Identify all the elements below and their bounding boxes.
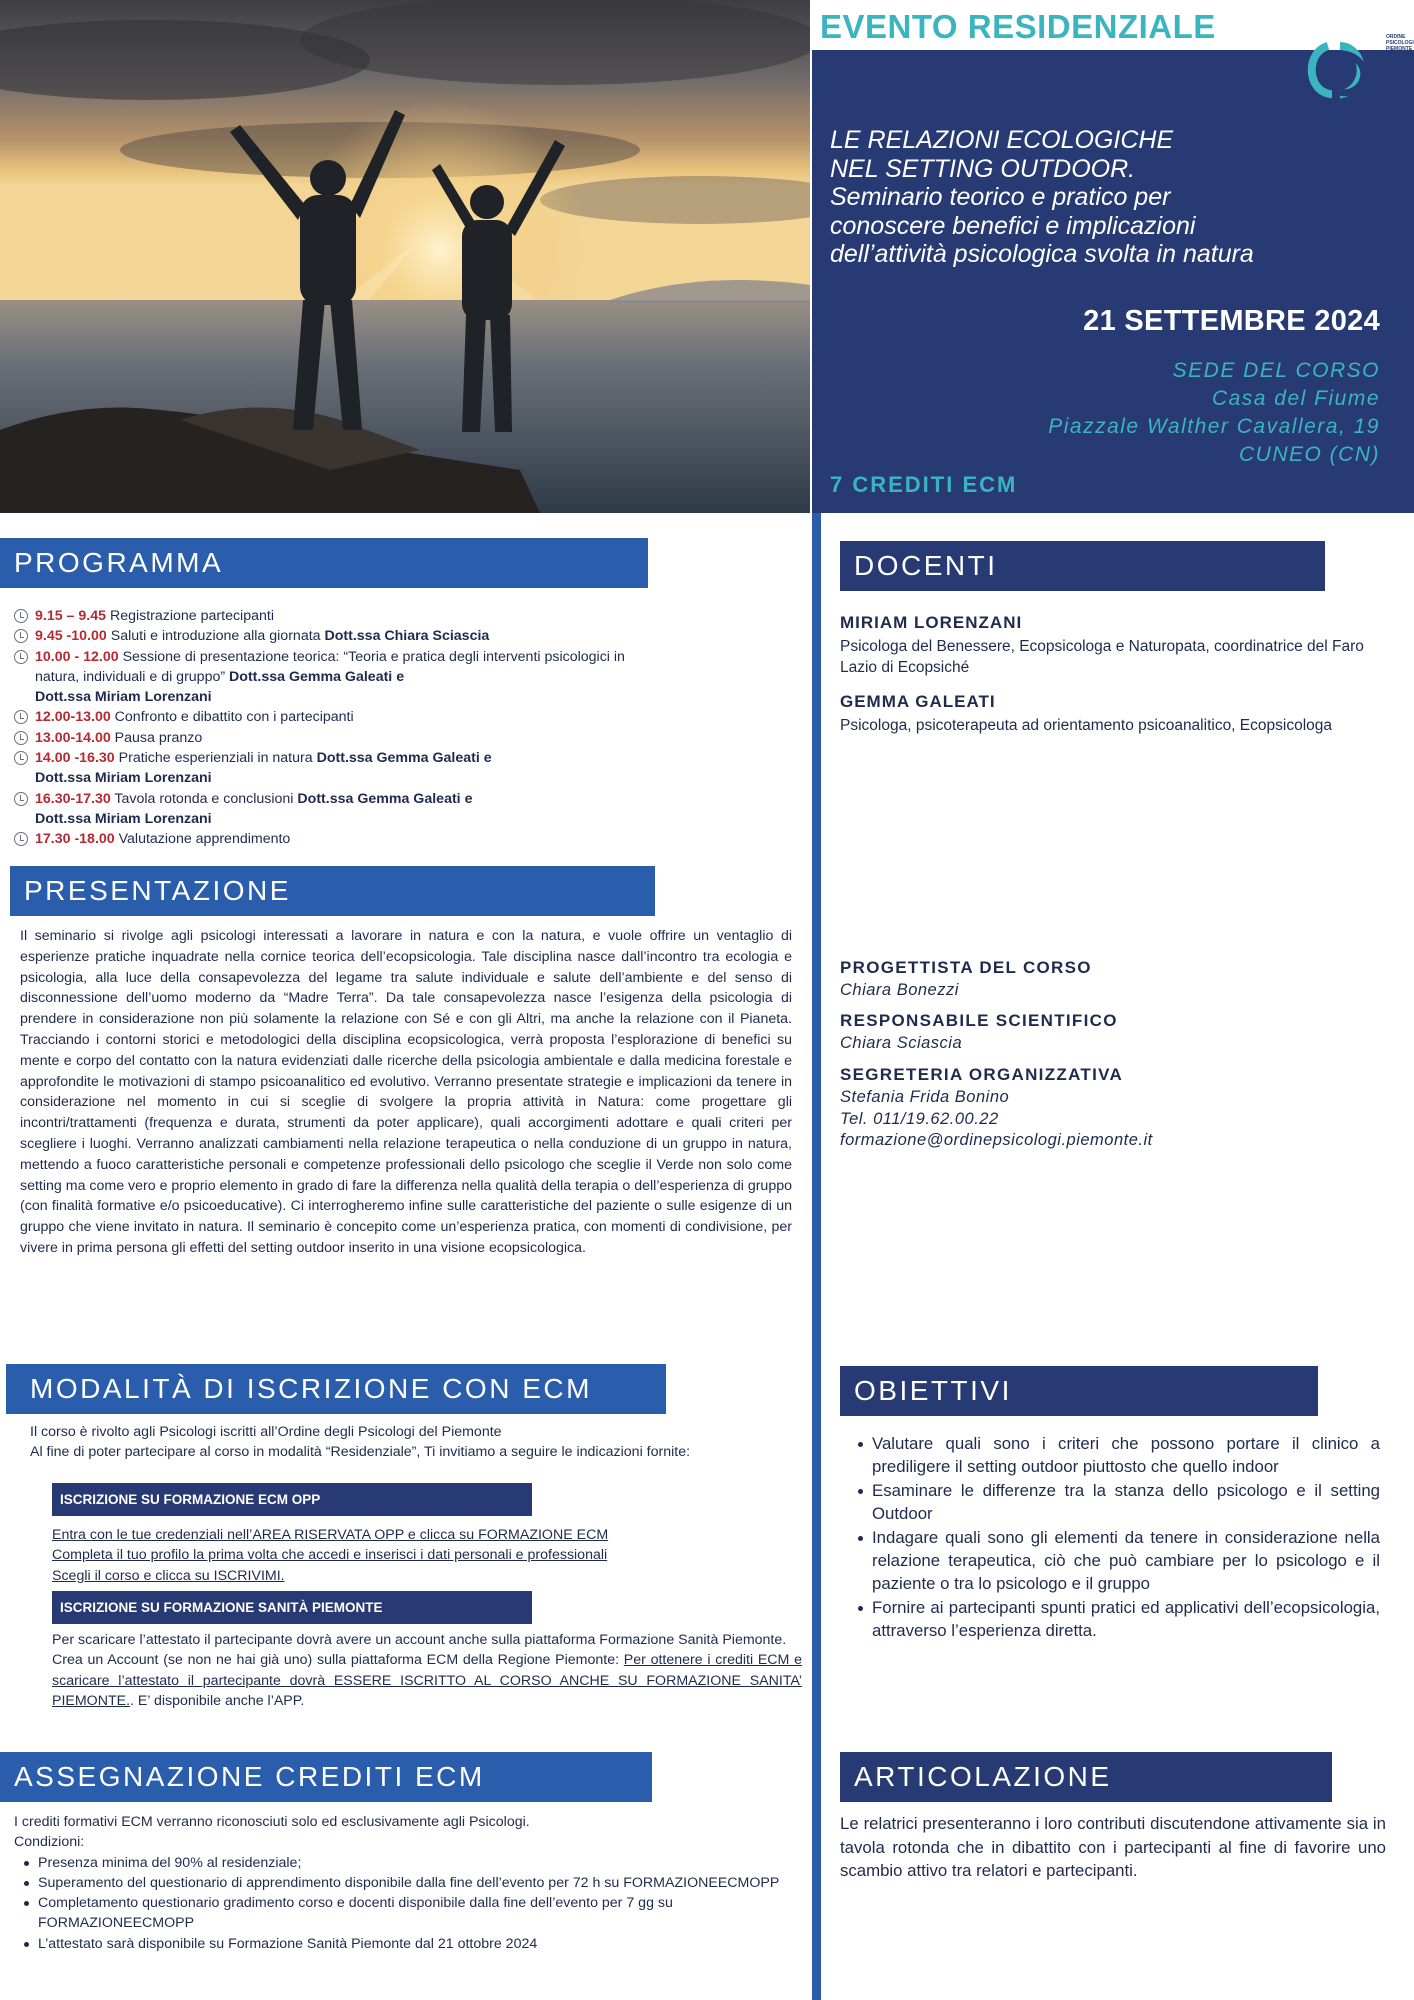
program-speaker: Dott.ssa Gemma Galeati e [297, 790, 473, 807]
opp-step-link[interactable]: Completa il tuo profilo la prima volta che accedi e inserisci i dati personali e professionali [52, 1547, 608, 1564]
logo-line: PIEMONTE [1386, 46, 1413, 52]
venue-line: Casa del Fiume [1211, 387, 1380, 410]
docente-name: GEMMA GALEATI [840, 692, 996, 711]
program-speaker: Dott.ssa Miriam Lorenzani [35, 810, 212, 827]
presentazione-heading: PRESENTAZIONE [10, 866, 655, 916]
program-text: Sessione di presentazione teorica: “Teoria e pratica degli interventi psicologici in [118, 648, 625, 665]
docenti-heading: DOCENTI [840, 541, 1325, 591]
clock-icon [14, 650, 28, 664]
segreteria-label: SEGRETERIA ORGANIZZATIVA [840, 1065, 1124, 1084]
event-type-heading: EVENTO RESIDENZIALE [820, 8, 1216, 45]
ecm-conditions [14, 1812, 794, 1954]
program-text: Pratiche esperienziali in natura [114, 750, 317, 767]
program-speaker: Dott.ssa Gemma Galeati e [316, 750, 492, 767]
articolazione-text: Le relatrici presenteranno i loro contributi discutendone attivamente sia in tavola rotonda che in dibattito con i partecipanti al fine di favorire uno scambio attivo tra relatori e partecipanti. [840, 1814, 1386, 1880]
segreteria-value [840, 1087, 1153, 1152]
ecm-intro: I crediti formativi ECM verranno riconosciuti solo ed esclusivamente agli Psicologi. [14, 1814, 530, 1830]
ecm-conditions-label: Condizioni: [14, 1834, 85, 1851]
program-item [14, 606, 774, 626]
course-title-line: Seminario teorico e pratico per [830, 183, 1171, 211]
ecm-condition-item: Completamento questionario gradimento corso e docenti disponibile dalla fine dell’evento per 7 gg su FORMAZIONEECMOPP [14, 1893, 794, 1934]
assegnazione-heading: ASSEGNAZIONE CREDITI ECM [0, 1752, 652, 1802]
ecm-credits: 7 CREDITI ECM [830, 472, 1018, 497]
program-time: 16.30-17.30 [35, 790, 111, 807]
program-time: 9.15 – 9.45 [35, 608, 106, 624]
progettista-label: PROGETTISTA DEL CORSO [840, 958, 1092, 977]
clock-icon [14, 751, 28, 765]
responsabile-value: Chiara Sciascia [840, 1034, 963, 1052]
column-divider [812, 513, 821, 2000]
segreteria-email[interactable]: formazione@ordinepsicologi.piemonte.it [840, 1131, 1153, 1149]
program-list [14, 606, 774, 850]
logo-text [1386, 34, 1414, 52]
ecm-condition-item: L’attestato sarà disponibile su Formazione Sanità Piemonte dal 21 ottobre 2024 [14, 1934, 794, 1954]
objectives-list [848, 1432, 1380, 1643]
obiettivi-heading: OBIETTIVI [840, 1366, 1318, 1416]
program-text: Valutazione apprendimento [114, 831, 291, 848]
modalita-intro-line: Il corso è rivolto agli Psicologi iscritti all’Ordine degli Psicologi del Piemonte [30, 1424, 502, 1440]
objective-item: Valutare quali sono i criteri che possono portare il clinico a prediligere il setting outdoor piuttosto che quello indoor [848, 1432, 1380, 1479]
program-item [14, 626, 774, 646]
segreteria-phone[interactable]: Tel. 011/19.62.00.22 [840, 1109, 999, 1128]
program-item [14, 829, 774, 849]
clock-icon [14, 792, 28, 806]
sunset-sea-photo [0, 0, 810, 513]
clock-icon [14, 832, 28, 846]
venue-line: Piazzale Walther Cavallera, 19 [1048, 415, 1380, 438]
program-speaker: Dott.ssa Gemma Galeati e [229, 668, 405, 685]
docente-role: Psicologa, psicoterapeuta ad orientamento psicoanalitico, Ecopsicologa [840, 717, 1332, 734]
program-text: natura, individuali e di gruppo” [35, 668, 230, 685]
program-item [14, 748, 774, 789]
program-time: 10.00 - 12.00 [35, 648, 119, 665]
event-date: 21 SETTEMBRE 2024 [1083, 305, 1380, 337]
modalita-heading: MODALITÀ DI ISCRIZIONE CON ECM [6, 1364, 666, 1414]
course-title-line: LE RELAZIONI ECOLOGICHE [830, 126, 1174, 154]
venue-block [1048, 357, 1380, 469]
program-item [14, 647, 774, 708]
program-time: 14.00 -16.30 [35, 750, 115, 767]
modalita-intro-line: Al fine di poter partecipare al corso in modalità “Residenziale”, Ti invitiamo a seguire le indicazioni fornite: [30, 1444, 691, 1461]
ecm-condition-item: Presenza minima del 90% al residenziale; [14, 1853, 794, 1873]
objective-item: Indagare quali sono gli elementi da tenere in considerazione nella relazione terapeutica, ciò che può cambiare per lo psicologo e il paziente o tra lo psicologo e il gruppo [848, 1526, 1380, 1596]
sanita-text-span: . E’ disponibile anche l’APP. [130, 1693, 305, 1710]
course-title-line: dell’attività psicologica svolta in natura [830, 240, 1254, 268]
course-title-line: conoscere benefici e implicazioni [830, 211, 1196, 240]
program-time: 13.00-14.00 [35, 729, 111, 746]
program-text: Registrazione partecipanti [106, 608, 274, 624]
course-title-line: NEL SETTING OUTDOOR. [830, 154, 1136, 183]
opp-step-link[interactable]: Entra con le tue credenziali nell’AREA RISERVATA OPP e clicca su FORMAZIONE ECM [52, 1527, 609, 1543]
program-text: Pausa pranzo [110, 729, 203, 746]
program-item [14, 707, 774, 727]
program-speaker: Dott.ssa Miriam Lorenzani [35, 689, 212, 706]
clock-icon [14, 731, 28, 745]
logo-line: PSICOLOGI [1386, 40, 1414, 46]
program-speaker: Dott.ssa Chiara Sciascia [324, 628, 490, 645]
docente-role: Psicologa del Benessere, Ecopsicologa e Naturopata, coordinatrice del Faro Lazio di Ecopsiché [840, 638, 1364, 676]
hero-photo [0, 0, 810, 513]
program-text: Confronto e dibattito con i partecipanti [110, 709, 354, 726]
presentation-text: Il seminario si rivolge agli psicologi interessati a lavorare in natura e con la natura, e vuole offrire un ventaglio di esperienze pratiche inquadrate nella cornice teorica dell’ecopsicologia. Tale disciplina nasce dall’incontro tra ecologia e psicologia, alla luce della consapevolezza del legame tra salute individuale e salute dell’ambiente e del senso di disconnessione dell’uomo moderno da “Madre Terra”. Da tale consapevolezza nasce l’esigenza della psicologia di prendere in considerazione non più solamente la relazione con Sé e con gli Altri, ma anche la relazione con il Pianeta. Tracciando i contorni storici e metodologici della disciplina ecopsicologica, verrà proposta l’esplorazione di benefici su mente e corpo del contatto con la natura evidenziati dalle ricerche della psicologia ambientale e dalla medicina forestale e approfondite le motivazioni di stampo psicoanalitico ed evolutivo. Verranno presentate strategie e implicazioni da tenere in considerazione nel momento in cui si sceglie di svolgere la propria attività in Natura: come progettare gli incontri/trattamenti (frequenza e durata, strumenti da poter applicare), quali accorgimenti adottare e quali criteri per scegliere i luoghi. Verranno analizzati cambiamenti nella relazione terapeutica o nella conduzione di un gruppo in natura, mettendo a fuoco caratteristiche personali e competenze professionali dello psicologo che sceglie il Verde non solo come setting ma come vero e proprio elemento in grado di fare la differenza nella qualità della terapia o dell’esperienza di gruppo (con finalità formative e/o psicoeducative). Ci interrogheremo infine sulle caratteristiche del paziente o sulle esigenze di un gruppo che viene invitato in natura. Il seminario è concepito come un’esperienza pratica, con momenti di condivisione, per vivere in prima persona gli effetti del setting outdoor inserito in una visione ecopsicologica. [20, 928, 792, 1256]
sanita-paragraph [52, 1650, 802, 1711]
program-text: Saluti e introduzione alla giornata [106, 628, 325, 645]
venue-line: SEDE DEL CORSO [1172, 359, 1380, 382]
opp-steps [52, 1525, 792, 1586]
program-time: 12.00-13.00 [35, 709, 111, 726]
ecm-condition-item: Superamento del questionario di apprendimento disponibile dalla fine dell’evento per 72 h su FORMAZIONEECMOPP [14, 1873, 794, 1893]
modalita-intro [30, 1422, 785, 1463]
program-text: Tavola rotonda e conclusioni [110, 790, 298, 807]
sanita-link[interactable]: Per ottenere i crediti ECM e scaricare l’attestato il partecipante dovrà ESSERE ISCRITTO AL CORSO ANCHE SU FORMAZIONE SANITA’ PIEMONTE. [52, 1652, 802, 1710]
clock-icon [14, 710, 28, 724]
course-title [830, 126, 1400, 269]
clock-icon [14, 629, 28, 643]
program-time: 9.45 -10.00 [35, 628, 107, 645]
objective-item: Fornire ai partecipanti spunti pratici ed applicativi dell’ecopsicologia, attraverso l’esperienza diretta. [848, 1596, 1380, 1643]
program-item [14, 728, 774, 748]
objective-item: Esaminare le differenze tra la stanza dello psicologo e il setting Outdoor [848, 1479, 1380, 1526]
progettista-value: Chiara Bonezzi [840, 981, 959, 999]
programma-heading: PROGRAMMA [0, 538, 648, 588]
responsabile-label: RESPONSABILE SCIENTIFICO [840, 1011, 1118, 1030]
program-item [14, 789, 774, 830]
venue-line: CUNEO (CN) [1239, 443, 1380, 466]
logo-line: ORDINE [1386, 34, 1406, 40]
clock-icon [14, 609, 28, 623]
articolazione-heading: ARTICOLAZIONE [840, 1752, 1332, 1802]
sanita-subheading: ISCRIZIONE SU FORMAZIONE SANITÀ PIEMONTE [52, 1591, 532, 1624]
sanita-paragraph: Per scaricare l’attestato il partecipante dovrà avere un account anche sulla piattaforma Formazione Sanità Piemonte. [52, 1632, 787, 1648]
program-speaker: Dott.ssa Miriam Lorenzani [35, 770, 212, 787]
opp-subheading: ISCRIZIONE SU FORMAZIONE ECM OPP [52, 1483, 532, 1516]
sanita-text-span: Crea un Account (se non ne hai già uno) sulla piattaforma ECM della Regione Piemonte: [52, 1652, 624, 1669]
opp-step-link[interactable]: Scegli il corso e clicca su ISCRIVIMI. [52, 1567, 285, 1584]
segreteria-name: Stefania Frida Bonino [840, 1088, 1010, 1106]
sanita-text [52, 1630, 802, 1712]
program-time: 17.30 -18.00 [35, 831, 115, 848]
docente-name: MIRIAM LORENZANI [840, 613, 1023, 632]
